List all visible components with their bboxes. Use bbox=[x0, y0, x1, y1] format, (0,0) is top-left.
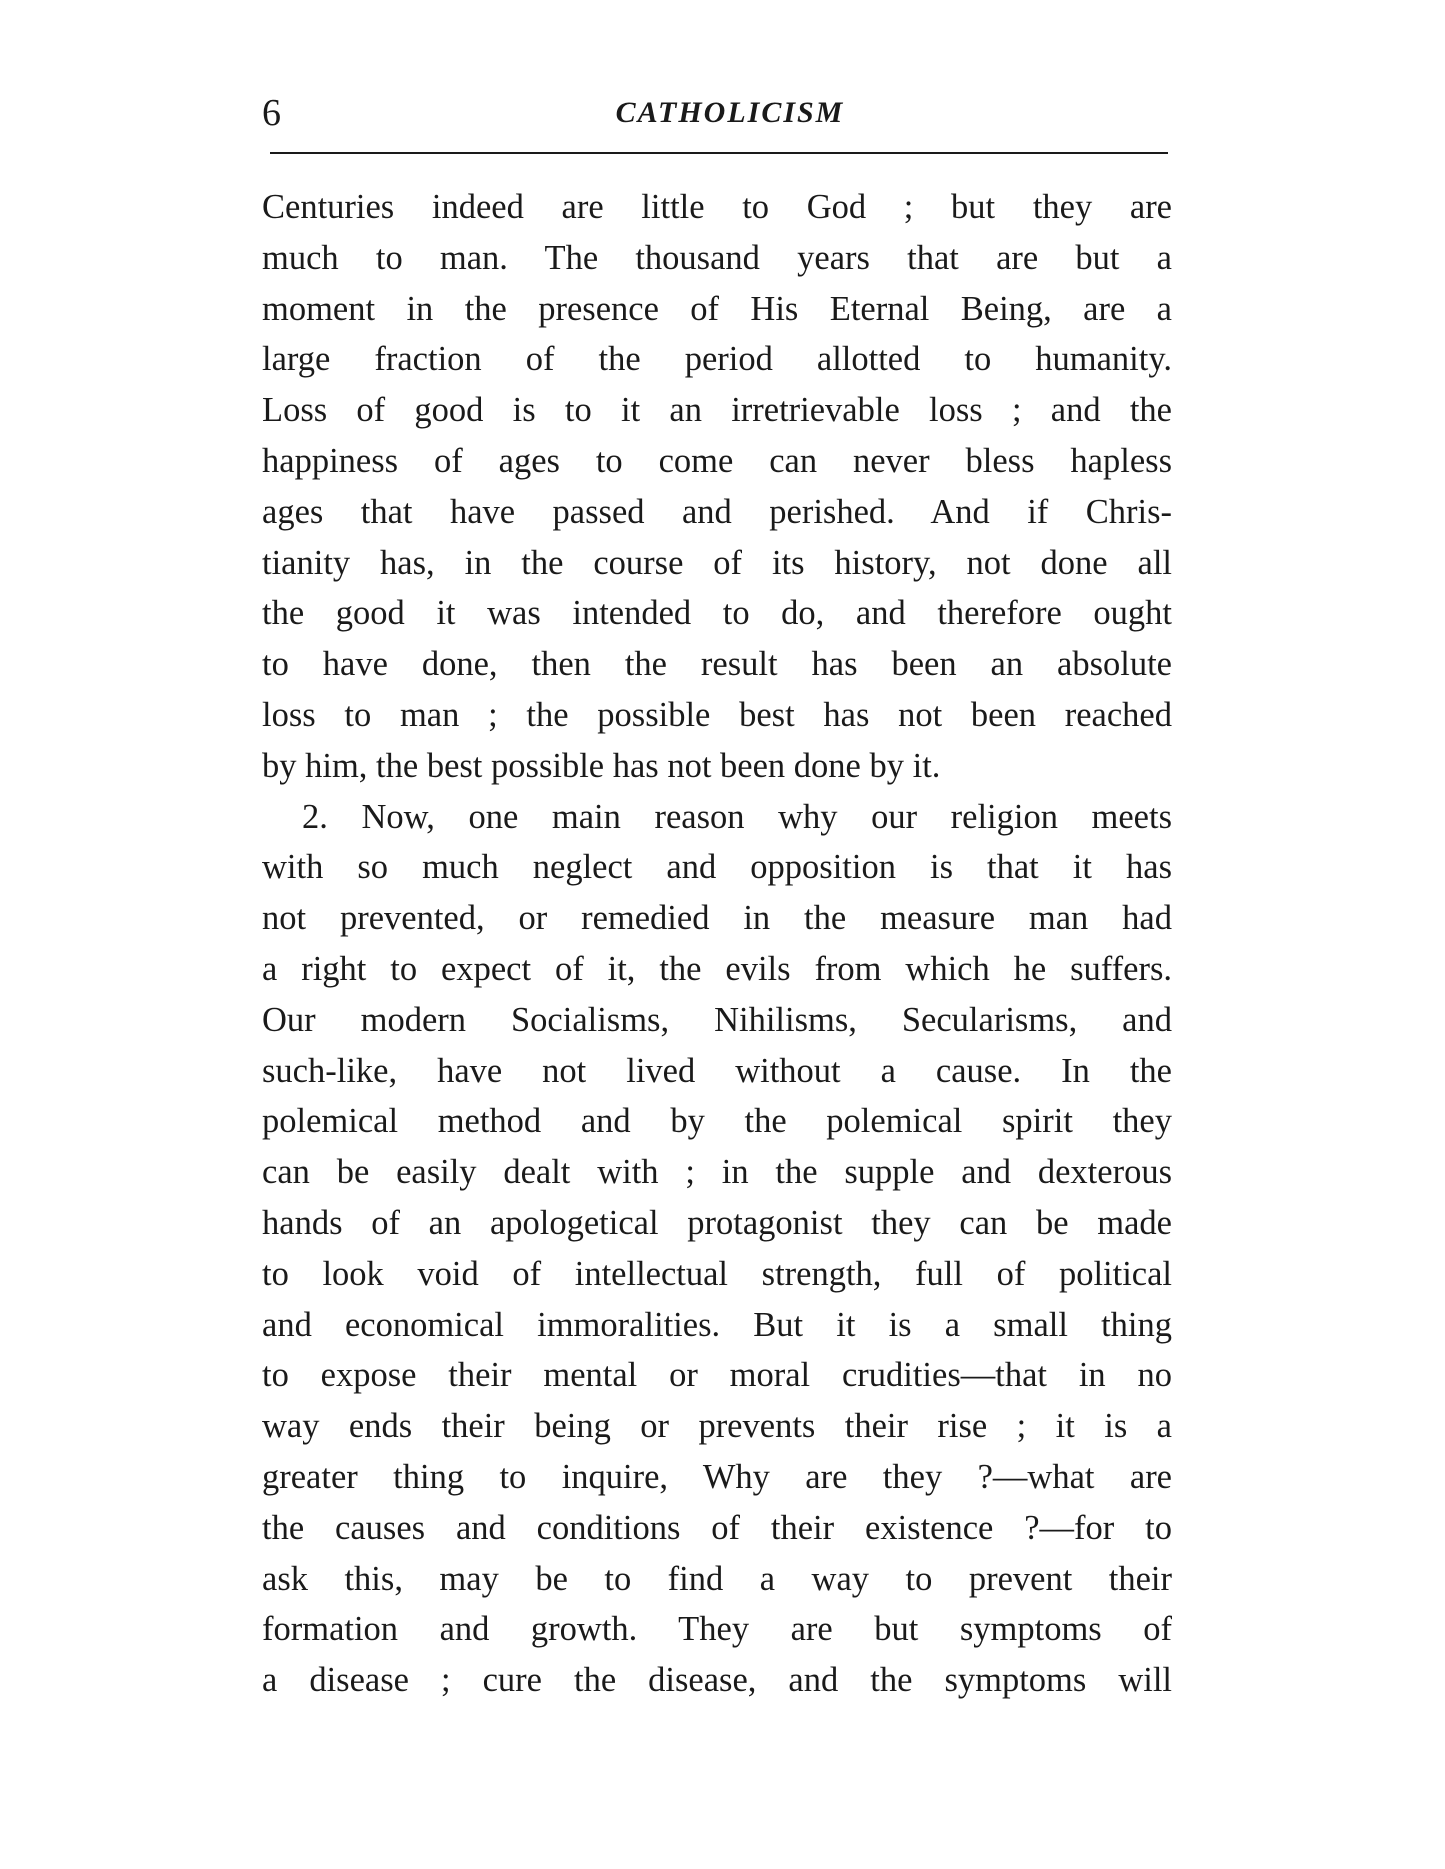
text-line: not prevented, or remedied in the measure man had bbox=[262, 899, 1172, 938]
text-line: tianity has, in the course of its history, not done all bbox=[262, 543, 1172, 582]
text-line: the good it was intended to do, and therefore ought bbox=[262, 594, 1172, 633]
text-line: by him, the best possible has not been done by it. bbox=[262, 746, 941, 785]
text-line: moment in the presence of His Eternal Being, are a bbox=[262, 289, 1172, 328]
text-line: polemical method and by the polemical spirit they bbox=[262, 1102, 1172, 1141]
text-line: to expose their mental or moral crudities—that in no bbox=[262, 1356, 1172, 1395]
text-line: hands of an apologetical protagonist they can be made bbox=[262, 1203, 1172, 1242]
text-line: much to man. The thousand years that are but a bbox=[262, 238, 1172, 277]
body-text bbox=[262, 182, 1172, 1706]
text-line: greater thing to inquire, Why are they ?—what are bbox=[262, 1457, 1172, 1496]
text-line: Centuries indeed are little to God ; but they are bbox=[262, 188, 1172, 226]
text-line: to have done, then the result has been an absolute bbox=[262, 645, 1172, 684]
text-line: can be easily dealt with ; in the supple and dexterous bbox=[262, 1153, 1172, 1192]
text-line: loss to man ; the possible best has not been reached bbox=[262, 695, 1172, 734]
text-line: formation and growth. They are but symptoms of bbox=[262, 1610, 1172, 1649]
text-line: a disease ; cure the disease, and the symptoms will bbox=[262, 1661, 1172, 1700]
text-line: such-like, have not lived without a cause. In the bbox=[262, 1051, 1172, 1090]
text-line: to look void of intellectual strength, full of political bbox=[262, 1254, 1172, 1293]
text-line: Loss of good is to it an irretrievable loss ; and the bbox=[262, 391, 1172, 430]
page-number: 6 bbox=[262, 92, 281, 134]
text-line: the causes and conditions of their existence ?—for to bbox=[262, 1508, 1172, 1547]
text-line: a right to expect of it, the evils from which he suffers. bbox=[262, 949, 1172, 988]
text-line: 2. Now, one main reason why our religion meets bbox=[302, 797, 1172, 836]
text-line: way ends their being or prevents their rise ; it is a bbox=[262, 1407, 1172, 1446]
text-line: ages that have passed and perished. And if Chris- bbox=[262, 492, 1172, 531]
text-line: with so much neglect and opposition is that it has bbox=[262, 848, 1172, 887]
text-line: Our modern Socialisms, Nihilisms, Secularisms, and bbox=[262, 1000, 1172, 1039]
header-rule bbox=[270, 152, 1168, 154]
text-line: and economical immoralities. But it is a small thing bbox=[262, 1305, 1172, 1344]
text-line: large fraction of the period allotted to humanity. bbox=[262, 340, 1172, 379]
text-line: ask this, may be to find a way to prevent their bbox=[262, 1559, 1172, 1598]
text-line: happiness of ages to come can never bless hapless bbox=[262, 441, 1172, 480]
running-title: CATHOLICISM bbox=[615, 96, 845, 129]
